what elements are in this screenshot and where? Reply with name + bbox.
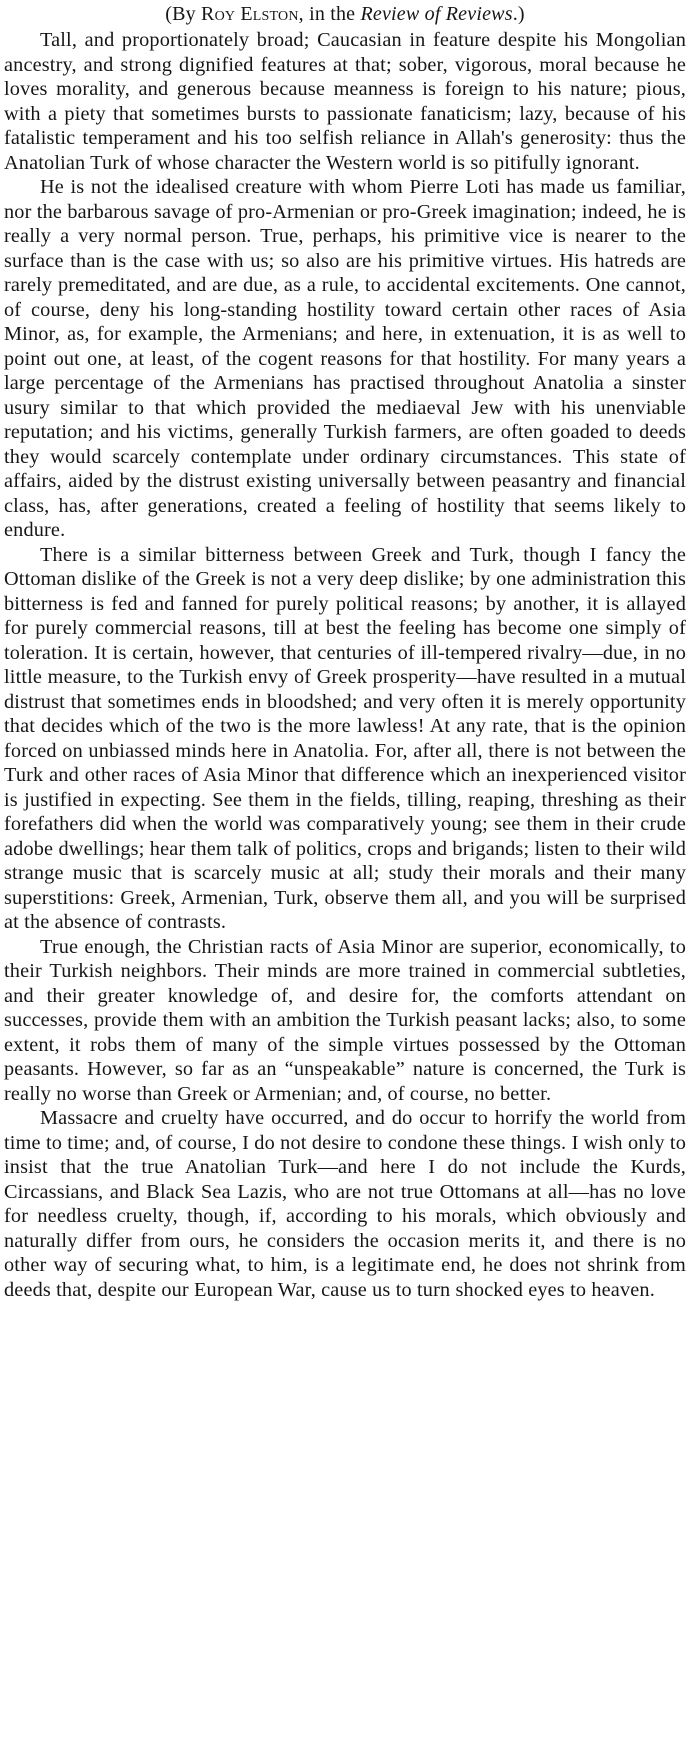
publication-name: Review of Reviews: [360, 3, 513, 25]
paragraph-3: There is a similar bitterness between Greek and Turk, though I fancy the Ottoman dislike of the Greek is not a very deep dislike; by one administration this bitterness is fed and fanned for purely political reasons; by another, it is allayed for purely commercial reasons, till at best the feeling has become one simply of toleration. It is certain, however, that centuries of ill-tempered rivalry—due, in no little measure, to the Turkish envy of Greek prosperity—have resulted in a mutual distrust that sometimes ends in bloodshed; and very often it is merely opportunity that decides which of the two is the more lawless! At any rate, that is the opinion forced on unbiassed minds here in Anatolia. For, after all, there is not between the Turk and other races of Asia Minor that difference which an inexperienced visitor is justified in expecting. See them in the fields, tilling, reaping, threshing as their forefathers did when the world was comparatively young; see them in their crude adobe dwellings; hear them talk of politics, crops and brigands; listen to their wild strange music that is scarcely music at all; study their morals and their many superstitions: Greek, Armenian, Turk, observe them all, and you will be surprised at the absence of contrasts.: [4, 543, 686, 933]
author-name: Roy Elston: [201, 3, 299, 25]
byline-close: .): [512, 3, 525, 25]
paragraph-2: He is not the idealised creature with whom Pierre Loti has made us familiar, nor the barbarous savage of pro-Armenian or pro-Greek imagination; indeed, he is really a very normal person. True, perhaps, his primitive vice is nearer to the surface than is the case with us; so also are his primitive virtues. His hatreds are rarely premeditated, and are due, as a rule, to accidental excitements. One cannot, of course, deny his long-standing hostility toward certain other races of Asia Minor, as, for example, the Armenians; and here, in extenuation, it is as well to point out one, at least, of the cogent reasons for that hostility. For many years a large percentage of the Armenians has practised throughout Anatolia a sinster usury similar to that which provided the mediaeval Jew with his unenviable reputation; and his victims, generally Turkish farmers, are often goaded to deeds they would scarcely contemplate under ordinary circumstances. This state of affairs, aided by the distrust existing universally between peasantry and financial class, has, after generations, created a feeling of hostility that seems likely to endure.: [4, 176, 686, 541]
paragraph-1: Tall, and proportionately broad; Caucasian in feature despite his Mongolian ancestry, and strong dignified features at that; sober, vigorous, moral because he loves morality, and generous because meanness is foreign to his nature; pious, with a piety that sometimes bursts to passionate fanaticism; lazy, because of his fatalistic temperament and his too selfish reliance in Allah's generosity: thus the Anatolian Turk of whose character the Western world is so pitifully ignorant.: [4, 29, 686, 174]
byline-open: (By: [165, 3, 202, 25]
byline-middle: , in the: [298, 3, 361, 25]
paragraph-5: Massacre and cruelty have occurred, and do occur to horrify the world from time to time; and, of course, I do not desire to condone these things. I wish only to insist that the true Anatolian Turk—and here I do not include the Kurds, Circassians, and Black Sea Lazis, who are not true Ottomans at all—has no love for needless cruelty, though, if, according to his morals, which obviously and naturally differ from ours, he considers the occasion merits it, and there is no other way of securing what, to him, is a legitimate end, he does not shrink from deeds that, despite our European War, cause us to turn shocked eyes to heaven.: [4, 1107, 686, 1301]
paragraph-4: True enough, the Christian racts of Asia Minor are superior, economically, to their Turkish neighbors. Their minds are more trained in commercial subtleties, and their greater knowledge of, and desire for, the comforts attendant on successes, provide them with an ambition the Turkish peasant lacks; also, to some extent, it robs them of many of the simple virtues possessed by the Ottoman peasants. However, so far as an “unspeakable” nature is concerned, the Turk is really no worse than Greek or Armenian; and, of course, no better.: [4, 935, 686, 1105]
byline: [4, 0, 686, 28]
